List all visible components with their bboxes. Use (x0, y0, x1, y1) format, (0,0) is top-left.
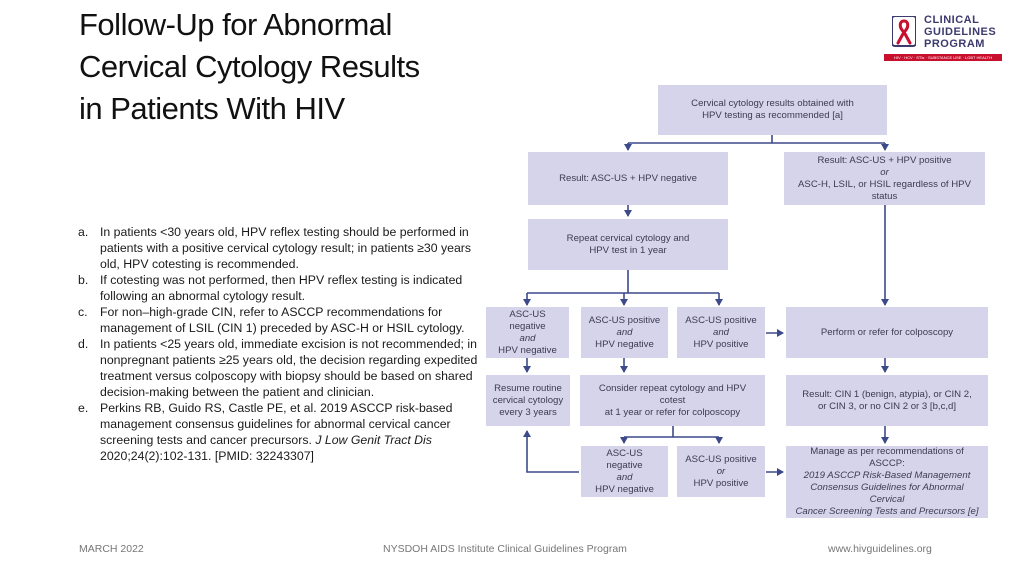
flow-box-ascus-hpv-positive (784, 152, 985, 205)
box-text (790, 167, 979, 179)
logo-line: PROGRAM (924, 38, 985, 50)
logo-line: CLINICAL (924, 14, 980, 26)
flow-box-manage-asccp (786, 446, 988, 518)
box-text (792, 482, 982, 506)
footnote-text: If cotesting was not performed, then HPV reflex testing is indicated following an abnormal cytology result. (100, 273, 463, 303)
flow-box-result-neg-neg (486, 307, 569, 358)
journal-name: J Low Genit Tract Dis (315, 433, 432, 447)
box-connector-word: or (716, 465, 726, 477)
flow-box-bottom-neg-neg (581, 446, 668, 497)
title-line: Follow-Up for Abnormal (79, 7, 392, 42)
box-text (685, 327, 756, 339)
arrow (527, 431, 579, 472)
box-text: Perform or refer for colposcopy (820, 326, 954, 338)
flow-box-bottom-pos-or-pos (677, 446, 765, 497)
box-text (792, 470, 982, 482)
box-text: Result: ASC-US + HPV negative (559, 172, 697, 184)
flow-box-cin-result (786, 375, 988, 426)
footnote-letter: a. (78, 225, 89, 239)
box-text: ASC-US negative (509, 308, 546, 332)
box-text: ASC-H, LSIL, or HSIL regardless of HPV status (798, 178, 971, 202)
footnote-letter: c. (78, 305, 88, 319)
box-text: ASC-US negative (606, 447, 643, 471)
box-text (685, 466, 756, 478)
box-italic-text: 2019 ASCCP Risk-Based Management (803, 470, 971, 481)
box-connector-word: and (616, 471, 633, 483)
box-connector-word: and (616, 326, 633, 338)
box-text: or CIN 3, or no CIN 2 or 3 [b,c,d] (817, 400, 957, 412)
box-text: Result: CIN 1 (benign, atypia), or CIN 2, (802, 388, 972, 400)
box-text: HPV testing as recommended [a] (702, 110, 843, 121)
box-text (587, 472, 662, 484)
logo-tagline: HIV · HCV · STIs · SUBSTANCE USE · LGBT HEALTH (884, 54, 1002, 61)
footnote-letter: b. (78, 273, 89, 287)
box-text: HPV test in 1 year (589, 244, 667, 256)
box-text: Manage as per recommendations of ASCCP: (810, 446, 964, 469)
flow-box-consider-repeat (580, 375, 765, 426)
box-connector-word: and (519, 332, 536, 344)
box-text: Consider repeat cytology and HPV cotest (598, 382, 747, 406)
footer-url: www.hivguidelines.org (828, 543, 932, 555)
box-text: Resume routine (494, 382, 562, 394)
footer-program: NYSDOH AIDS Institute Clinical Guidelines Program (383, 543, 627, 555)
box-text: ASC-US positive (685, 453, 757, 465)
title-line: in Patients With HIV (79, 91, 345, 126)
box-text: ASC-US positive (588, 314, 661, 326)
flow-box-result-pos-pos (677, 307, 765, 358)
box-text: HPV negative (595, 483, 654, 495)
footnote-letter: e. (78, 401, 89, 415)
box-text (589, 327, 660, 339)
flow-box-colposcopy (786, 307, 988, 358)
title-line: Cervical Cytology Results (79, 49, 420, 84)
box-text: every 3 years (499, 406, 557, 418)
flow-box-result-pos-neg (581, 307, 668, 358)
box-text: Cervical cytology results obtained with (691, 98, 854, 109)
box-connector-word: or (880, 166, 889, 178)
box-text: ASC-US positive (685, 314, 757, 326)
footnote-text: In patients <25 years old, immediate excision is not recommended; in nonpregnant patients ≥25 years old, the decision regarding expedited treatment versus colposcopy with biopsy should be based on shared decision-making between the patient and clinician. (100, 337, 478, 399)
box-connector-word: and (712, 326, 729, 338)
footnote-letter: d. (78, 337, 89, 351)
box-italic-text: Consensus Guidelines for Abnormal Cervical (810, 482, 964, 505)
box-text (792, 506, 982, 518)
box-text: HPV positive (693, 477, 749, 489)
footnote-text: For non–high-grade CIN, refer to ASCCP recommendations for management of LSIL (CIN 1) preceded by ASC-H or HSIL cytology. (100, 305, 465, 335)
footnote-text: In patients <30 years old, HPV reflex testing should be performed in patients with a positive cervical cytology result; in patients ≥30 years old, HPV cotesting is recommended. (100, 225, 472, 271)
reference-text: Perkins RB, Guido RS, Castle PE, et al. 2019 ASCCP risk-based management consensus guidelines for abnormal cervical cancer screening tests and cancer precursors. (100, 401, 453, 447)
box-text: HPV negative (595, 338, 654, 350)
box-text: Repeat cervical cytology and (566, 232, 690, 244)
flow-box-cytology-results (658, 85, 887, 135)
box-text: cervical cytology (492, 394, 564, 406)
flow-box-repeat-test (528, 219, 728, 270)
logo-line: GUIDELINES (924, 26, 997, 38)
reference-citation: 2020;24(2):102-131. [PMID: 32243307] (100, 449, 314, 463)
flow-box-resume-routine (486, 375, 570, 426)
box-text: HPV positive (693, 338, 749, 350)
box-text (492, 333, 563, 345)
box-italic-text: Cancer Screening Tests and Precursors [e] (795, 506, 979, 517)
flow-box-ascus-hpv-negative (528, 152, 728, 205)
box-text: Result: ASC-US + HPV positive (817, 154, 952, 166)
footer-date: MARCH 2022 (79, 543, 144, 555)
box-text: at 1 year or refer for colposcopy (604, 406, 741, 418)
box-text: HPV negative (498, 344, 557, 356)
